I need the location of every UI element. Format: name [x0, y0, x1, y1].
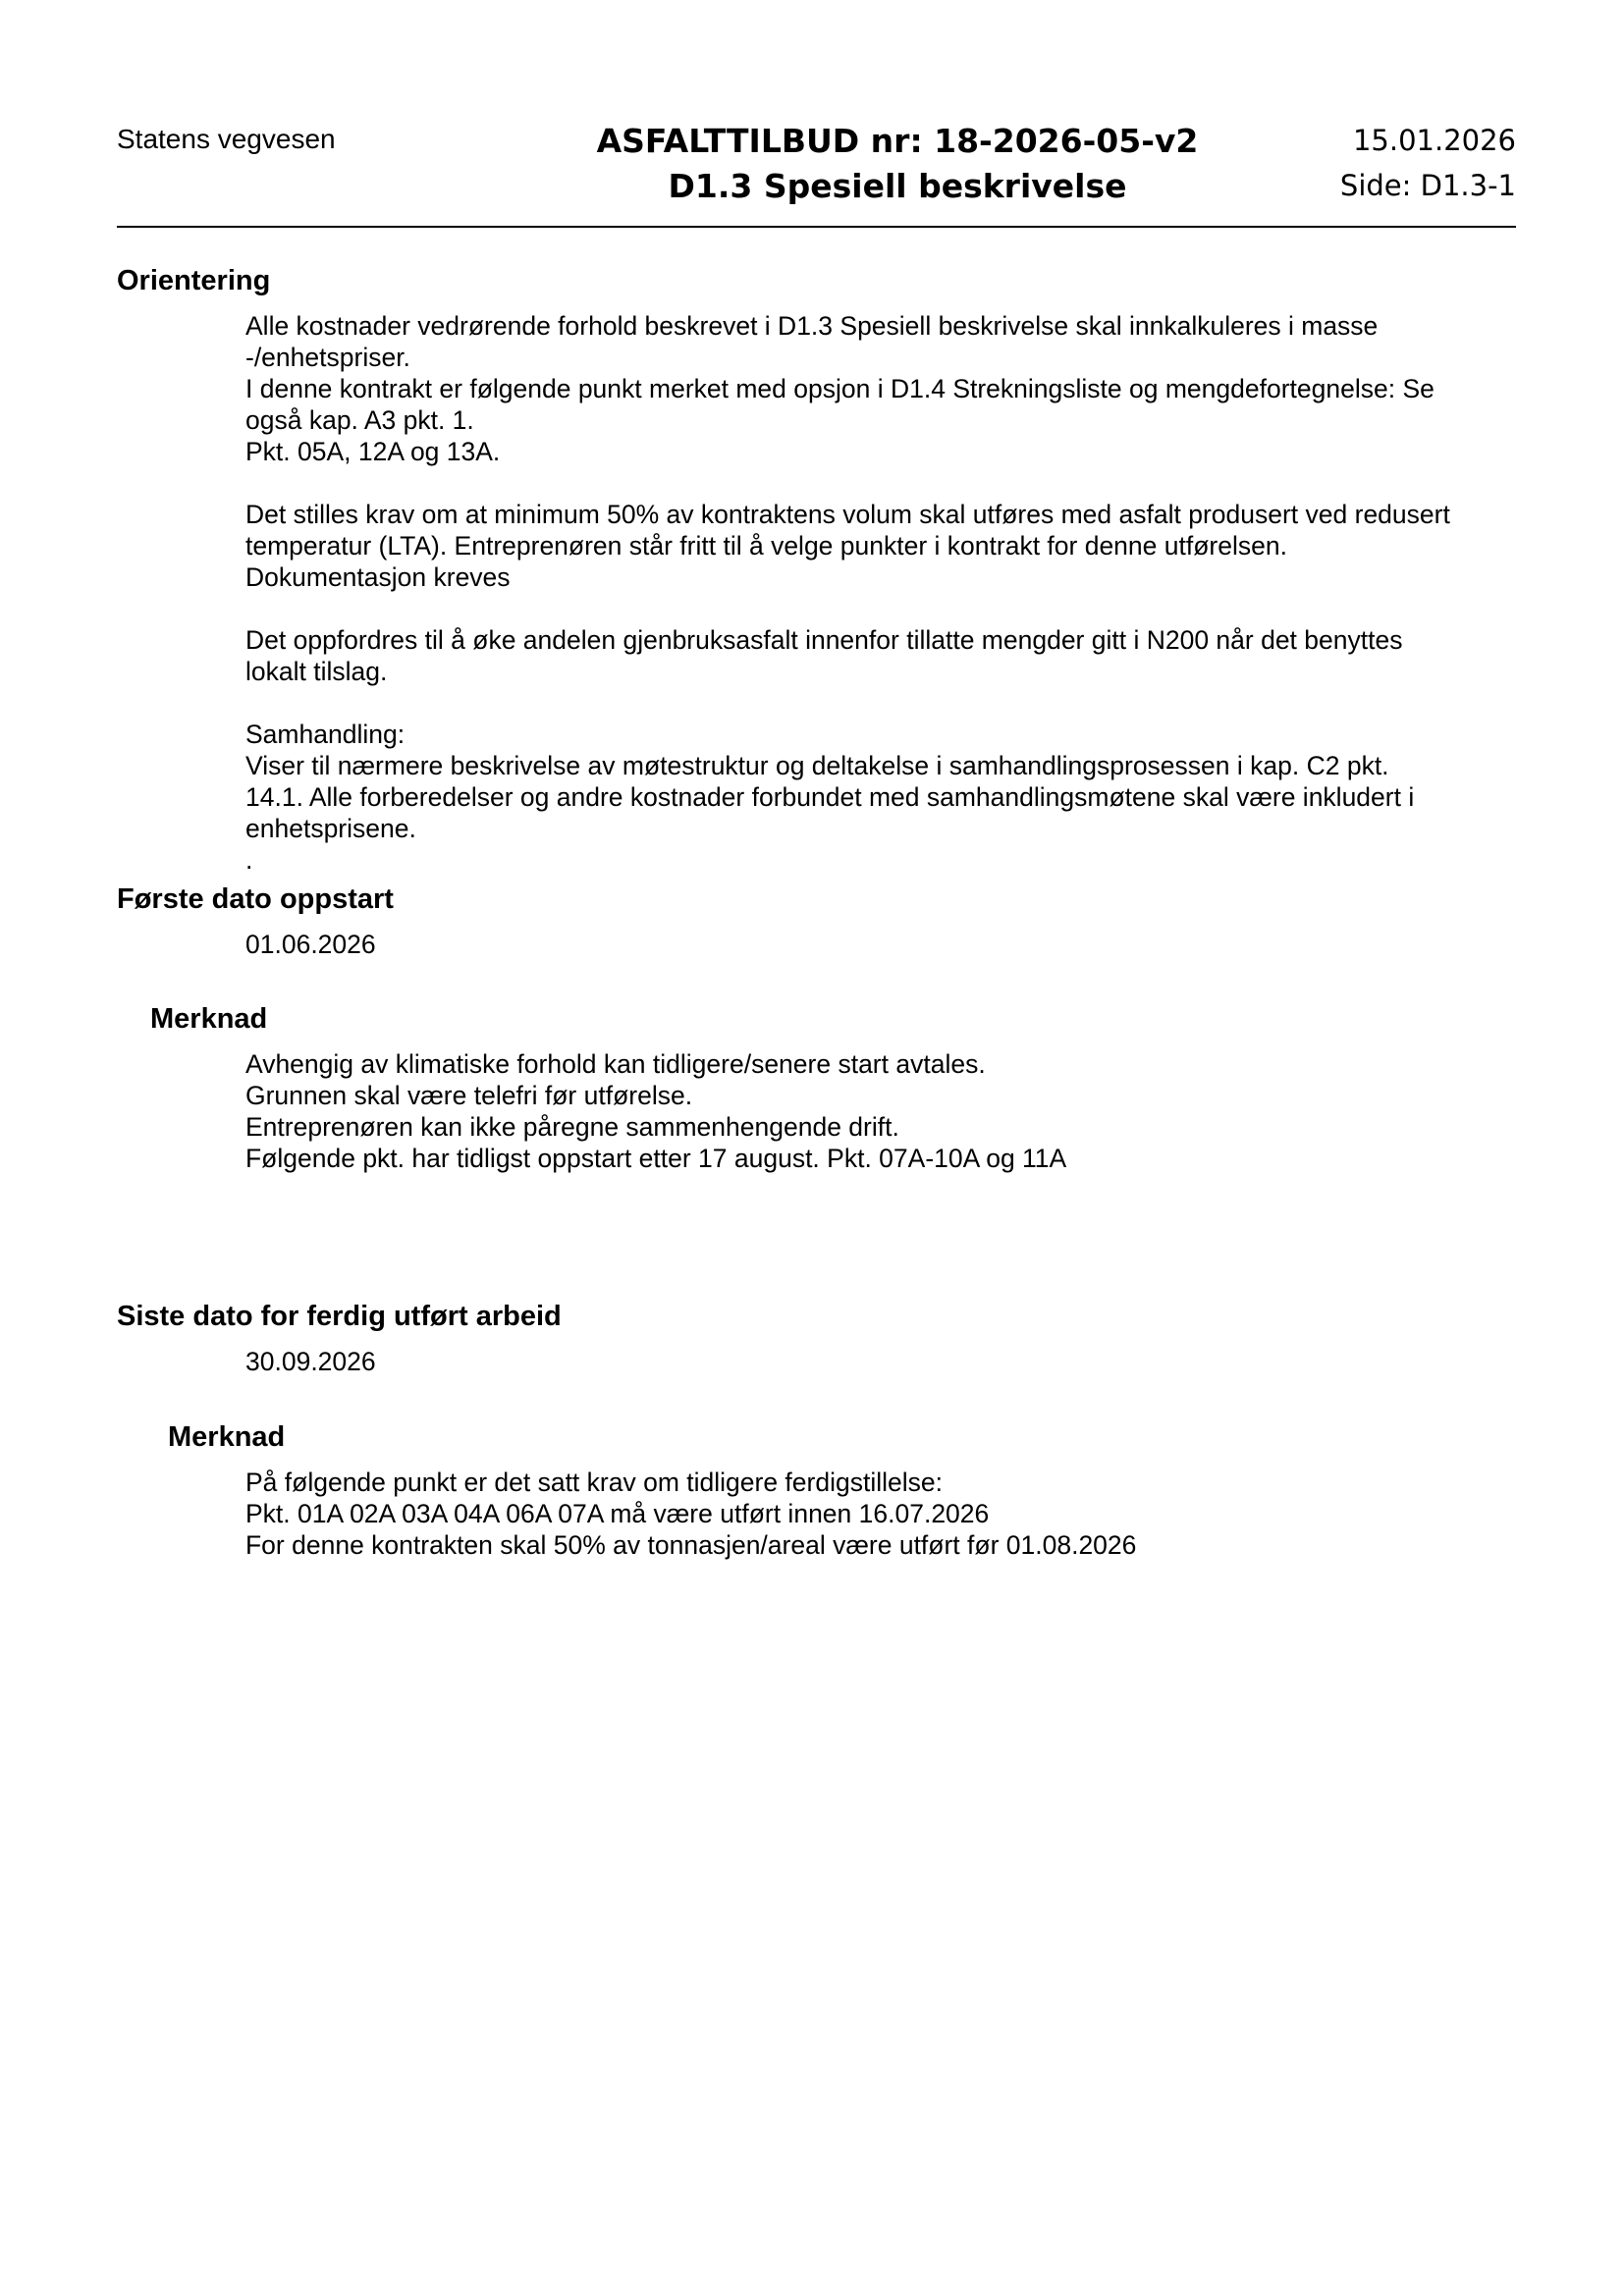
blank-line [245, 467, 1522, 499]
text-line: 14.1. Alle forberedelser og andre kostnader forbundet med samhandlingsmøtene skal være inkludert i [245, 782, 1415, 812]
text-line: Grunnen skal være telefri før utførelse. [245, 1081, 693, 1110]
end-date-value: 30.09.2026 [245, 1347, 376, 1376]
text-line: På følgende punkt er det satt krav om tidligere ferdigstillelse: [245, 1468, 943, 1497]
document-subtitle: D1.3 Spesiell beskrivelse [668, 167, 1127, 205]
forste-dato-remark-body [245, 1048, 1522, 1174]
text-line: Avhengig av klimatiske forhold kan tidligere/senere start avtales. [245, 1049, 986, 1079]
text-line: Pkt. 05A, 12A og 13A. [245, 437, 501, 466]
text-line: Pkt. 01A 02A 03A 04A 06A 07A må være utført innen 16.07.2026 [245, 1499, 990, 1528]
page-number: Side: D1.3-1 [1339, 169, 1516, 202]
remark-heading: Merknad [150, 1003, 268, 1035]
text-line: temperatur (LTA). Entreprenøren står fritt til å velge punkter i kontrakt for denne utførelsen. [245, 531, 1287, 561]
text-line: lokalt tilslag. [245, 657, 388, 686]
document-title: ASFALTTILBUD nr: 18-2026-05-v2 [596, 122, 1199, 160]
text-line: Følgende pkt. har tidligst oppstart etter 17 august. Pkt. 07A-10A og 11A [245, 1144, 1067, 1173]
start-date-value: 01.06.2026 [245, 930, 376, 959]
text-line: Dokumentasjon kreves [245, 562, 511, 592]
siste-dato-value-block [245, 1346, 1522, 1377]
text-line: Det stilles krav om at minimum 50% av kontraktens volum skal utføres med asfalt produsert ved redusert [245, 500, 1450, 529]
text-line: Entreprenøren kan ikke påregne sammenhengende drift. [245, 1112, 899, 1142]
remark-heading: Merknad [168, 1421, 286, 1453]
organization-name: Statens vegvesen [117, 124, 336, 154]
text-line: Alle kostnader vedrørende forhold beskrevet i D1.3 Spesiell beskrivelse skal innkalkuleres i masse [245, 311, 1379, 341]
siste-dato-remark-body [245, 1467, 1522, 1561]
page-header [117, 116, 1516, 228]
text-line: -/enhetspriser. [245, 343, 410, 372]
orientering-body [245, 310, 1522, 876]
text-line: Det oppfordres til å øke andelen gjenbruksasfalt innenfor tillatte mengder gitt i N200 når det benyttes [245, 625, 1403, 655]
text-line: For denne kontrakten skal 50% av tonnasjen/areal være utført før 01.08.2026 [245, 1530, 1137, 1560]
text-line: Viser til nærmere beskrivelse av møtestruktur og deltakelse i samhandlingsprosessen i kap. C2 pkt. [245, 751, 1389, 780]
text-line: I denne kontrakt er følgende punkt merket med opsjon i D1.4 Strekningsliste og mengdefortegnelse: Se [245, 374, 1435, 403]
text-line: også kap. A3 pkt. 1. [245, 405, 474, 435]
section-heading-orientering: Orientering [117, 265, 271, 296]
text-line: . [245, 845, 253, 875]
document-date: 15.01.2026 [1352, 124, 1516, 157]
blank-line [245, 593, 1522, 624]
section-heading-siste-dato: Siste dato for ferdig utført arbeid [117, 1301, 562, 1332]
section-heading-forste-dato: Første dato oppstart [117, 883, 394, 915]
text-line: enhetsprisene. [245, 814, 416, 843]
text-line: Samhandling: [245, 720, 406, 749]
forste-dato-value-block [245, 929, 1522, 960]
blank-line [245, 687, 1522, 719]
